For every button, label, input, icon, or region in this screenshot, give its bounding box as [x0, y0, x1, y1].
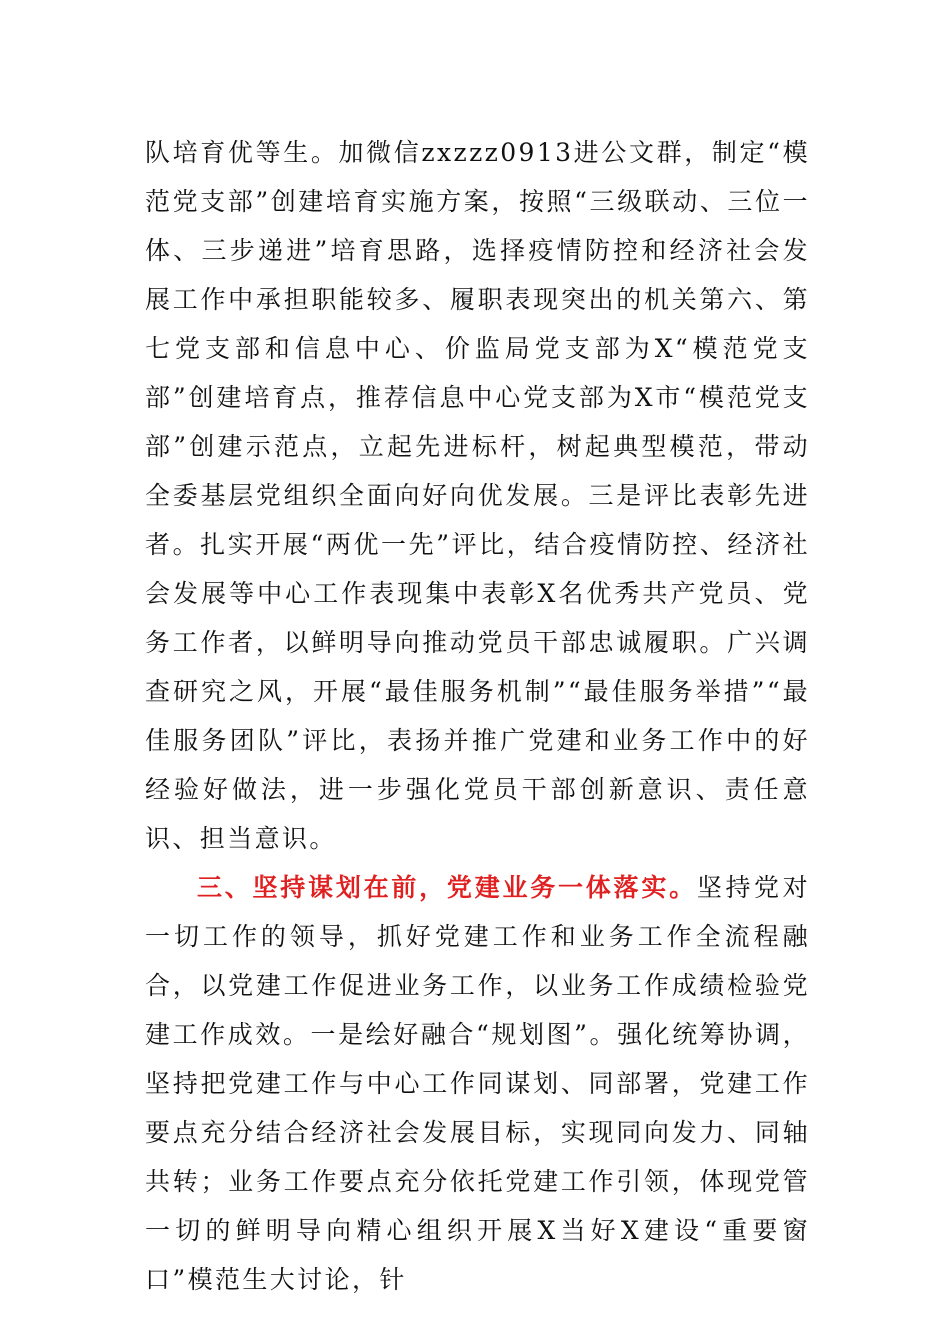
paragraph-2-text: 坚持党对一切工作的领导，抓好党建工作和业务工作全流程融合，以党建工作促进业务工作，以业务工作成绩检验党建工作成效。一是绘好融合“规划图”。强化统筹协调，坚持把党建工作与中心工作同谋划、同部署，党建工作要点充分结合经济社会发展目标，实现同向发力、同轴共转；业务工作要点充分依托党建工作引领，体现党管一切的鲜明导向精心组织开展X当好X建设“重要窗口”模范生大讨论，针 [145, 873, 810, 1294]
paragraph-section-three [145, 863, 810, 1304]
document-body [145, 128, 810, 1304]
paragraph-continued [145, 128, 810, 863]
paragraph-1-text: 队培育优等生。加微信zxzzz0913进公文群，制定“模范党支部”创建培育实施方案，按照“三级联动、三位一体、三步递进”培育思路，选择疫情防控和经济社会发展工作中承担职能较多、履职表现突出的机关第六、第七党支部和信息中心、价监局党支部为X“模范党支部”创建培育点，推荐信息中心党支部为X市“模范党支部”创建示范点，立起先进标杆，树起典型模范，带动全委基层党组织全面向好向优发展。三是评比表彰先进者。扎实开展“两优一先”评比，结合疫情防控、经济社会发展等中心工作表现集中表彰X名优秀共产党员、党务工作者，以鲜明导向推动党员干部忠诚履职。广兴调查研究之风，开展“最佳服务机制”“最佳服务举措”“最佳服务团队”评比，表扬并推广党建和业务工作中的好经验好做法，进一步强化党员干部创新意识、责任意识、担当意识。 [145, 138, 810, 853]
section-heading: 三、坚持谋划在前，党建业务一体落实。 [197, 873, 697, 902]
